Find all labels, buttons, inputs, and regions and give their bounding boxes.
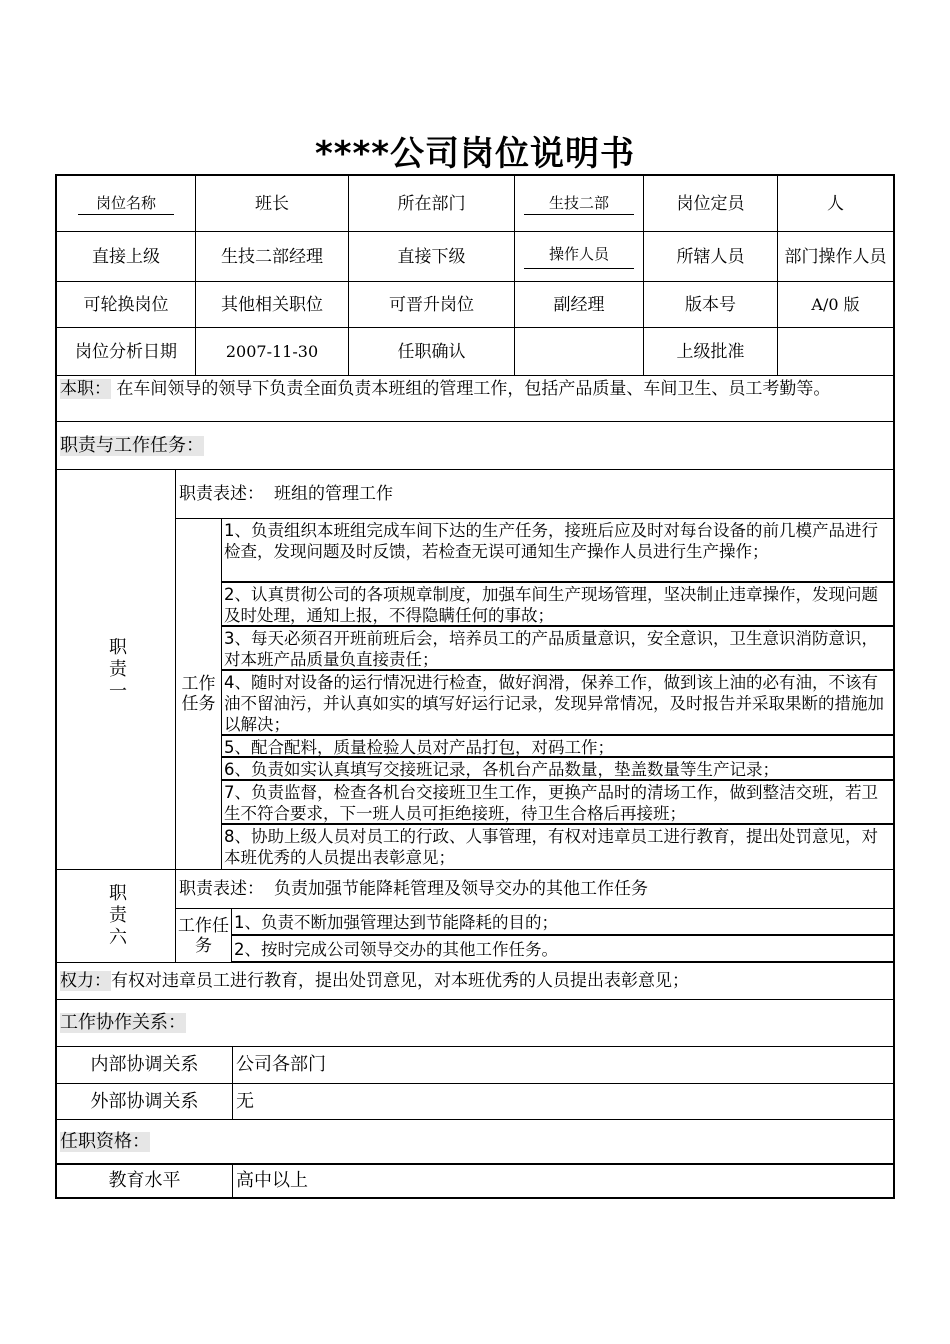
duty1-desc: 班组的管理工作	[274, 484, 393, 504]
cooperation-heading-row	[57, 1000, 893, 1047]
promotion-label: 可晋升岗位	[349, 282, 515, 328]
rotation-label: 可轮换岗位	[57, 282, 196, 328]
post-name-label: 岗位名称	[78, 193, 174, 215]
qualification-heading-row	[57, 1120, 893, 1165]
duty-summary-text: 在车间领导的领导下负责全面负责本班组的管理工作，包括产品质量、车间卫生、员工考勤等。	[111, 379, 831, 399]
duty1-task-item: 6、负责如实认真填写交接班记录，各机台产品数量，垫盖数量等生产记录；	[222, 758, 893, 781]
duty1-desc-row	[176, 470, 893, 519]
duty1-task-item: 3、每天必须召开班前班后会，培养员工的产品质量意识，安全意识，卫生意识消防意识，对本班产品质量负直接责任；	[222, 627, 893, 671]
duty6-desc: 负责加强节能降耗管理及领导交办的其他工作任务	[274, 879, 648, 899]
authority-text: 有权对违章员工进行教育，提出处罚意见，对本班优秀的人员提出表彰意见；	[111, 971, 689, 991]
duty1-tasks-label: 工作任务	[176, 519, 222, 870]
duty1-task-item: 8、协助上级人员对员工的行政、人事管理，有权对违章员工进行教育，提出处罚意见，对本班优秀的人员提出表彰意见；	[222, 825, 893, 870]
version-value: A/0 版	[778, 282, 893, 328]
approval-value	[778, 328, 893, 376]
version-label: 版本号	[644, 282, 778, 328]
superior-value: 生技二部经理	[196, 232, 349, 282]
education-value: 高中以上	[236, 1170, 308, 1191]
subordinate-label: 直接下级	[349, 232, 515, 282]
duty1-task-item: 2、认真贯彻公司的各项规章制度，加强车间生产现场管理，坚决制止违章操作，发现问题及时处理，通知上报，不得隐瞒任何的事故；	[222, 583, 893, 627]
duty6-desc-row	[176, 870, 893, 909]
superior-label: 直接上级	[57, 232, 196, 282]
internal-label: 内部协调关系	[57, 1047, 233, 1084]
page-title: ****公司岗位说明书	[314, 134, 636, 174]
dept-value-cell	[515, 176, 644, 232]
duty1-label: 职责一	[106, 636, 127, 703]
duty6-task-item: 1、负责不断加强管理达到节能降耗的目的；	[232, 909, 893, 936]
dept-value: 生技二部	[524, 193, 634, 215]
internal-value: 公司各部门	[233, 1047, 893, 1084]
managed-value: 部门操作人员	[778, 232, 893, 282]
education-label: 教育水平	[57, 1165, 233, 1197]
confirm-label: 任职确认	[349, 328, 515, 376]
managed-label: 所辖人员	[644, 232, 778, 282]
analysis-date-value: 2007-11-30	[196, 328, 349, 376]
external-label: 外部协调关系	[57, 1084, 233, 1120]
quota-label: 岗位定员	[644, 176, 778, 232]
duty1-task-item: 5、配合配料，质量检验人员对产品打包，对码工作；	[222, 736, 893, 758]
post-name-value: 班长	[196, 176, 349, 232]
duty-summary-row	[57, 376, 893, 422]
duty-summary-label: 本职：	[60, 379, 111, 399]
rotation-value: 其他相关职位	[196, 282, 349, 328]
analysis-date-label: 岗位分析日期	[57, 328, 196, 376]
duty1-task-item: 7、负责监督，检查各机台交接班卫生工作，更换产品时的清场工作，做到整洁交班，若卫生不符合要求，下一班人员可拒绝接班，待卫生合格后再接班；	[222, 781, 893, 825]
cooperation-heading: 工作协作关系：	[60, 1012, 186, 1033]
subordinate-value: 操作人员	[524, 244, 634, 269]
external-value: 无	[233, 1084, 893, 1120]
qualification-heading: 任职资格：	[60, 1130, 150, 1152]
duty6-desc-label: 职责表述：	[179, 879, 264, 899]
duties-heading: 职责与工作任务：	[60, 434, 204, 456]
duty1-label-cell	[57, 470, 176, 870]
duty1-task-item: 4、随时对设备的运行情况进行检查，做好润滑，保养工作，做到该上油的必有油，不该有油不留油污，并认真如实的填写好运行记录，发现异常情况，及时报告并采取果断的措施加以解决；	[222, 671, 893, 736]
duty6-label-cell	[57, 870, 176, 963]
approval-label: 上级批准	[644, 328, 778, 376]
duties-heading-row	[57, 422, 893, 470]
authority-row	[57, 963, 893, 1000]
duty6-tasks-label: 工作任务	[176, 909, 232, 963]
authority-label: 权力：	[60, 971, 111, 991]
duty6-task-item: 2、按时完成公司领导交办的其他工作任务。	[232, 936, 893, 963]
duty1-task-item: 1、负责组织本班组完成车间下达的生产任务，接班后应及时对每台设备的前几模产品进行检查，发现问题及时反馈，若检查无误可通知生产操作人员进行生产操作；	[222, 519, 893, 583]
job-description-form	[55, 174, 895, 1199]
subordinate-value-cell	[515, 232, 644, 282]
duty6-label: 职责六	[106, 883, 127, 949]
duty1-desc-label: 职责表述：	[179, 484, 264, 504]
promotion-value: 副经理	[515, 282, 644, 328]
post-name-label-cell	[57, 176, 196, 232]
quota-value: 人	[778, 176, 893, 232]
dept-label: 所在部门	[349, 176, 515, 232]
confirm-value	[515, 328, 644, 376]
